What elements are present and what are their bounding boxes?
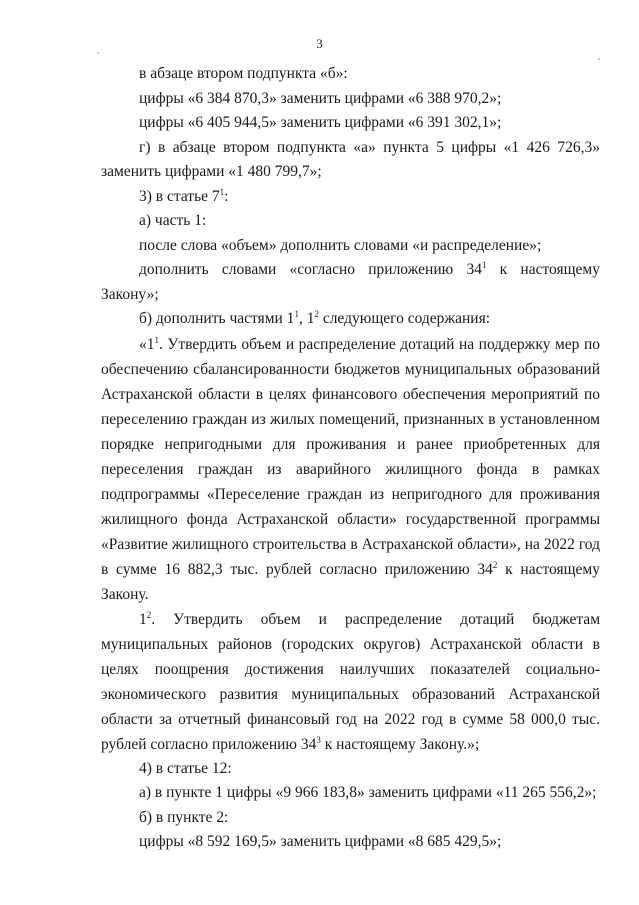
paragraph-text: в абзаце втором подпункта «б»: xyxy=(139,65,348,82)
paragraph xyxy=(101,757,600,782)
page-number: 3 xyxy=(316,36,323,51)
paragraph-text: . Утвердить объем и распределение дотаций на поддержку мер по обеспечению сбалансированности бюджетов муниципальных образований Астраханской области в целях финансового обеспечения мероприятий по переселению граждан из жилых помещений, признанных в установленном порядке непригодными для проживания и ранее приобретенных для переселения граждан из аварийного жилищного фонда в рамках подпрограммы «Переселение граждан из непригодного для проживания жилищного фонда Астраханской области» государственной программы «Развитие жилищного строительства в Астраханской области», на 2022 год в сумме 16 882,3 тыс. рублей согласно приложению 34 xyxy=(101,335,600,578)
document-body xyxy=(101,62,600,855)
paragraph-text: а) часть 1: xyxy=(139,212,207,229)
paragraph xyxy=(101,136,600,185)
paragraph xyxy=(101,87,600,112)
paragraph-text: б) в пункте 2: xyxy=(139,808,229,826)
paragraph-text: после слова «объем» дополнить словами «и распределение»; xyxy=(139,236,542,254)
paragraph xyxy=(101,111,600,136)
paragraph-text: цифры «6 405 944,5» заменить цифрами «6 391 302,1»; xyxy=(139,114,502,131)
paragraph-text: к настоящему Закону. xyxy=(101,560,600,603)
superscript: 1 xyxy=(481,259,487,270)
paragraph-text: а) в пункте 1 цифры «9 966 183,8» заменить цифрами «11 265 556,2»; xyxy=(139,784,597,801)
paragraph-text: цифры «6 384 870,3» заменить цифрами «6 388 970,2»; xyxy=(139,89,502,107)
paragraph-text: следующего содержания: xyxy=(318,310,491,327)
paragraph-text: . Утвердить объем и распределение дотаций бюджетам муниципальных районов (городских округов) Астраханской области в целях поощрения достижения наилучших показателей социально-экономического развития муниципальных образований Астраханской области за отчетный финансовый год на 2022 год в сумме 58 000,0 тыс. рублей согласно приложению 34 xyxy=(101,610,600,753)
paragraph xyxy=(101,258,600,307)
paragraph-text: 1 xyxy=(139,610,147,628)
superscript: 2 xyxy=(314,308,319,319)
paragraph-text: 3) в статье 7 xyxy=(139,187,220,205)
paragraph xyxy=(101,62,600,87)
paragraph-text: 4) в статье 12: xyxy=(139,759,232,777)
paragraph xyxy=(101,607,600,757)
scan-speck xyxy=(598,58,600,60)
superscript: 3 xyxy=(316,734,321,745)
paragraph xyxy=(101,806,600,831)
paragraph xyxy=(101,209,600,234)
superscript: 1 xyxy=(219,186,225,197)
paragraph-text: б) дополнить частями 1 xyxy=(139,310,295,327)
paragraph-text: к настоящему Закону»; xyxy=(101,261,600,303)
paragraph xyxy=(101,234,600,259)
superscript: 1 xyxy=(154,334,159,345)
paragraph xyxy=(101,332,600,607)
paragraph xyxy=(101,781,600,806)
paragraph xyxy=(101,830,600,855)
paragraph-text: , 1 xyxy=(298,310,315,327)
paragraph-text: дополнить словами «согласно приложению 34 xyxy=(139,261,482,278)
superscript: 1 xyxy=(294,308,299,319)
scan-speck xyxy=(97,52,99,54)
paragraph-text: цифры «8 592 169,5» заменить цифрами «8 685 429,5»; xyxy=(139,833,502,850)
paragraph xyxy=(101,185,600,210)
superscript: 2 xyxy=(492,559,498,570)
paragraph-text: «1 xyxy=(139,335,155,353)
superscript: 2 xyxy=(146,609,152,620)
paragraph-text: г) в абзаце втором подпункта «а» пункта 5 цифры «1 426 726,3» заменить цифрами «1 480 799,7»; xyxy=(101,138,600,180)
paragraph-text: к настоящему Закону.»; xyxy=(320,735,480,753)
paragraph-text: : xyxy=(224,187,229,205)
paragraph xyxy=(101,307,600,332)
